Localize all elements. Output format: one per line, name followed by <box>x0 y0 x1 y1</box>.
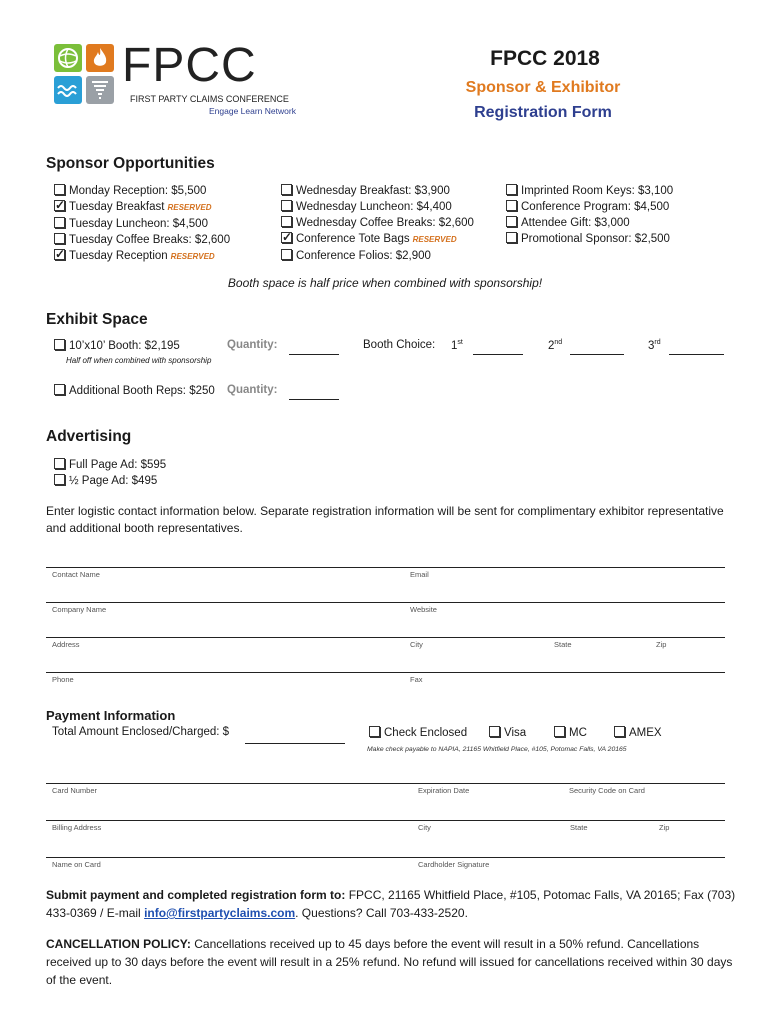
sponsor-option[interactable]: ✓Tuesday Reception RESERVED <box>54 248 230 265</box>
rule <box>46 637 725 638</box>
advertising-list <box>54 457 166 489</box>
checkbox[interactable] <box>281 200 292 211</box>
fax-label: Fax <box>410 675 423 684</box>
billing-zip-field[interactable] <box>653 833 725 855</box>
contact-top-rule <box>46 567 725 568</box>
payment-option-mc[interactable]: MC <box>554 726 587 739</box>
checkbox[interactable] <box>506 184 517 195</box>
zip-field[interactable] <box>650 650 724 672</box>
submit-bold: Submit payment and completed registration form to: <box>46 888 346 902</box>
email-label: Email <box>410 570 429 579</box>
booth-choice-2-input[interactable] <box>570 354 624 355</box>
card-number-field[interactable] <box>46 796 406 818</box>
sponsor-option[interactable]: Monday Reception: $5,500 <box>54 183 230 199</box>
sponsor-option[interactable]: Wednesday Luncheon: $4,400 <box>281 199 474 215</box>
checkbox[interactable] <box>54 384 65 395</box>
logo-subtitle: FIRST PARTY CLAIMS CONFERENCE <box>130 94 289 104</box>
address-field[interactable] <box>46 650 396 672</box>
booth-choice-2-label: 2nd <box>548 339 563 352</box>
payment-heading: Payment Information <box>46 708 176 723</box>
booth-choice-1-label: 1st <box>451 339 463 352</box>
sponsor-option[interactable]: Imprinted Room Keys: $3,100 <box>506 183 673 199</box>
form-title: FPCC 2018 <box>490 47 600 70</box>
reserved-tag: RESERVED <box>412 235 457 244</box>
company-name-label: Company Name <box>52 605 107 614</box>
exhibit-heading: Exhibit Space <box>46 311 148 328</box>
expiration-label: Expiration Date <box>418 786 470 795</box>
form-subtitle-registration: Registration Form <box>474 104 612 121</box>
sponsor-option[interactable]: Conference Program: $4,500 <box>506 199 673 215</box>
website-field[interactable] <box>404 615 724 637</box>
booth-quantity-input[interactable] <box>289 354 339 355</box>
company-name-field[interactable] <box>46 615 396 637</box>
sponsor-heading: Sponsor Opportunities <box>46 155 215 172</box>
total-amount-input[interactable] <box>245 743 345 744</box>
reps-quantity-label: Quantity: <box>227 384 278 396</box>
cardholder-signature-label: Cardholder Signature <box>418 860 490 869</box>
security-code-field[interactable] <box>565 796 725 818</box>
checkbox[interactable] <box>54 184 65 195</box>
payment-option-visa[interactable]: Visa <box>489 726 526 739</box>
city-label: City <box>410 640 423 649</box>
sponsor-col2 <box>281 183 474 264</box>
rule <box>46 857 725 858</box>
ad-option[interactable]: Full Page Ad: $595 <box>54 457 166 473</box>
reps-quantity-input[interactable] <box>289 399 339 400</box>
checkbox[interactable] <box>54 233 65 244</box>
checkbox[interactable] <box>281 216 292 227</box>
checkbox[interactable] <box>281 232 292 243</box>
sponsor-col1 <box>54 183 230 265</box>
phone-label: Phone <box>52 675 74 684</box>
form-subtitle-sponsor: Sponsor & Exhibitor <box>465 79 621 96</box>
billing-state-field[interactable] <box>565 833 650 855</box>
booth-choice-label: Booth Choice: <box>363 339 436 351</box>
half-off-note: Half off when combined with sponsorship <box>66 356 212 365</box>
ad-option[interactable]: ½ Page Ad: $495 <box>54 473 166 489</box>
state-field[interactable] <box>548 650 648 672</box>
email-field[interactable] <box>404 580 724 602</box>
contact-name-field[interactable] <box>46 580 396 602</box>
billing-address-label: Billing Address <box>52 823 102 832</box>
billing-address-field[interactable] <box>46 833 406 855</box>
fax-field[interactable] <box>404 684 724 704</box>
checkbox[interactable] <box>506 216 517 227</box>
booth-choice-3-input[interactable] <box>669 354 724 355</box>
rule <box>46 602 725 603</box>
reserved-tag: RESERVED <box>170 252 215 261</box>
checkbox[interactable] <box>506 200 517 211</box>
booth-quantity-label: Quantity: <box>227 339 278 351</box>
city-field[interactable] <box>404 650 544 672</box>
card-number-label: Card Number <box>52 786 98 795</box>
logo-tagline: Engage Learn Network <box>209 106 296 116</box>
payment-option-amex[interactable]: AMEX <box>614 726 662 739</box>
email-link[interactable]: info@firstpartyclaims.com <box>144 906 296 920</box>
payment-option-check[interactable]: Check Enclosed <box>369 726 467 739</box>
water-icon <box>54 76 82 104</box>
checkbox[interactable] <box>369 726 380 737</box>
sponsor-option[interactable]: Wednesday Breakfast: $3,900 <box>281 183 474 199</box>
submit-instructions <box>46 886 736 922</box>
checkbox[interactable] <box>54 474 65 485</box>
cancellation-text: Cancellations received up to 45 days before the event will result in a 50% refund. Cancellations received up to 30 days before the event will result in a 25% refund. No refund will issued for cancellations received within 30 days of the event. <box>46 937 733 987</box>
billing-state-label: State <box>570 823 588 832</box>
sponsor-option[interactable]: Tuesday Luncheon: $4,500 <box>54 216 230 232</box>
security-code-label: Security Code on Card <box>569 786 645 795</box>
checkbox[interactable] <box>489 726 500 737</box>
website-label: Website <box>410 605 437 614</box>
sponsor-col3 <box>506 183 673 247</box>
logo <box>54 39 314 124</box>
phone-field[interactable] <box>46 684 396 704</box>
sponsor-option[interactable]: Promotional Sponsor: $2,500 <box>506 231 673 247</box>
total-amount-label: Total Amount Enclosed/Charged: $ <box>52 726 230 738</box>
sponsor-option[interactable]: Attendee Gift: $3,000 <box>506 215 673 231</box>
billing-city-field[interactable] <box>412 833 562 855</box>
checkbox[interactable] <box>54 339 65 350</box>
name-on-card-label: Name on Card <box>52 860 101 869</box>
tornado-icon <box>86 76 114 104</box>
sponsor-option[interactable]: ✓Tuesday Breakfast RESERVED <box>54 199 230 216</box>
checkbox[interactable] <box>506 232 517 243</box>
cancellation-policy <box>46 935 736 989</box>
globe-icon <box>54 44 82 72</box>
checkbox[interactable] <box>281 184 292 195</box>
checkbox[interactable] <box>54 217 65 228</box>
checkbox[interactable] <box>614 726 625 737</box>
submit-text: FPCC, 21165 Whitfield Place, #105, Potomac Falls, VA 20165; Fax (703) 433-0369 / E-mail <box>46 888 736 920</box>
address-label: Address <box>52 640 80 649</box>
cancellation-bold: CANCELLATION POLICY: <box>46 937 191 951</box>
advertising-heading: Advertising <box>46 428 132 445</box>
booth-option[interactable]: 10’x10’ Booth: $2,195 <box>54 339 180 352</box>
contact-name-label: Contact Name <box>52 570 100 579</box>
booth-choice-1-input[interactable] <box>473 354 523 355</box>
contact-intro: Enter logistic contact information below. Separate registration information will be sent for complimentary exhibitor representative and additional booth representatives. <box>46 504 724 535</box>
checkbox[interactable] <box>54 249 65 260</box>
rule <box>46 672 725 673</box>
booth-half-price-note: Booth space is half price when combined with sponsorship! <box>227 276 543 290</box>
checkbox[interactable] <box>554 726 565 737</box>
reserved-tag: RESERVED <box>167 203 212 212</box>
billing-city-label: City <box>418 823 431 832</box>
checkbox[interactable] <box>281 249 292 260</box>
fire-icon <box>86 44 114 72</box>
sponsor-option[interactable]: ✓Conference Tote Bags RESERVED <box>281 231 474 248</box>
check-payable-note: Make check payable to NAPIA, 21165 Whitfield Place, #105, Potomac Falls, VA 20165 <box>367 746 627 753</box>
checkbox[interactable] <box>54 458 65 469</box>
logo-wordmark: FPCC <box>122 39 257 92</box>
zip-label: Zip <box>656 640 667 649</box>
booth-choice-3-label: 3rd <box>648 339 661 352</box>
rule <box>46 783 725 784</box>
sponsor-option[interactable]: Tuesday Coffee Breaks: $2,600 <box>54 232 230 248</box>
sponsor-option[interactable]: Wednesday Coffee Breaks: $2,600 <box>281 215 474 231</box>
sponsor-option[interactable]: Conference Folios: $2,900 <box>281 248 474 264</box>
booth-reps-option[interactable]: Additional Booth Reps: $250 <box>54 384 215 397</box>
billing-zip-label: Zip <box>659 823 670 832</box>
checkbox[interactable] <box>54 200 65 211</box>
state-label: State <box>554 640 572 649</box>
rule <box>46 820 725 821</box>
submit-after: . Questions? Call 703-433-2520. <box>295 906 468 920</box>
expiration-field[interactable] <box>412 796 562 818</box>
